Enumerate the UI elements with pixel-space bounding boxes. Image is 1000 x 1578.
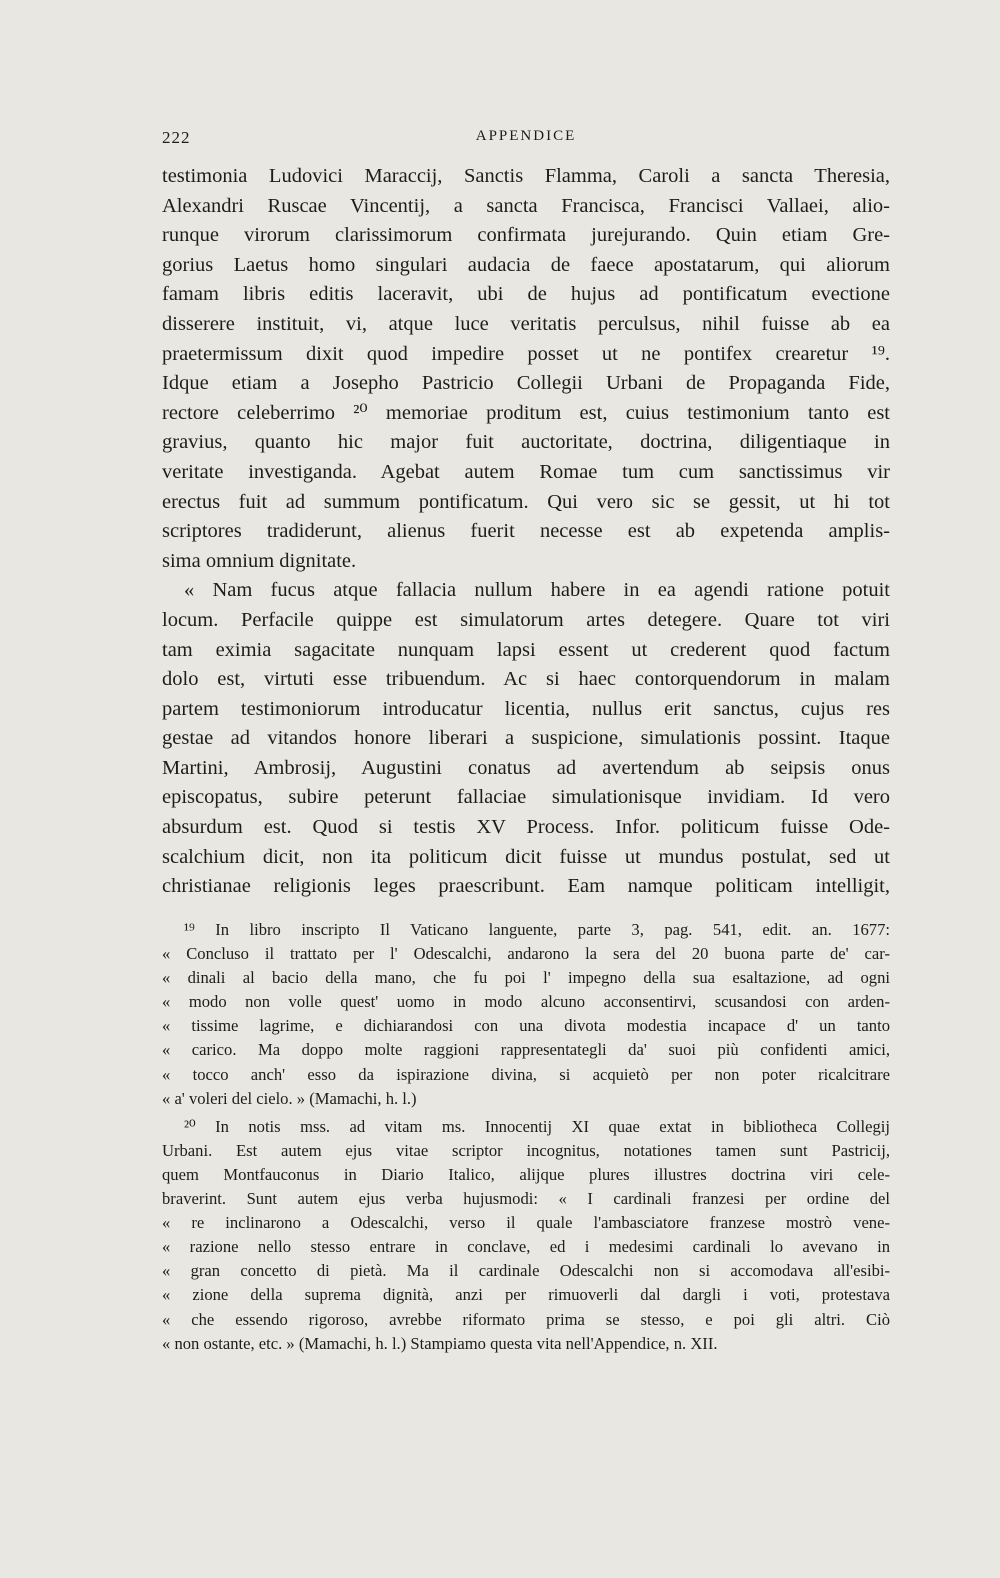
- text-line: gestae ad vitandos honore liberari a suspicione, simulationis possint. Itaque: [162, 727, 890, 750]
- text-line: absurdum est. Quod si testis XV Process. Infor. politicum fuisse Ode-: [162, 816, 890, 839]
- text-line: praetermissum dixit quod impedire posset ut ne pontifex crearetur ¹⁹.: [162, 342, 890, 365]
- running-title: APPENDICE: [475, 128, 577, 144]
- footnote-line: « a' voleri del cielo. » (Mamachi, h. l.): [162, 1088, 417, 1108]
- text-line: famam libris editis laceravit, ubi de hujus ad pontificatum evectione: [162, 283, 890, 306]
- text-line: partem testimoniorum introducatur licentia, nullus erit sanctus, cujus res: [162, 697, 890, 720]
- text-line: veritate investiganda. Agebat autem Romae tum cum sanctissimus vir: [162, 460, 890, 483]
- running-header: [162, 128, 890, 154]
- text-line: Martini, Ambrosij, Augustini conatus ad avertendum ab seipsis onus: [162, 756, 890, 779]
- text-line: rectore celeberrimo ²⁰ memoriae proditum est, cuius testimonium tanto est: [162, 401, 890, 424]
- footnote-line: « modo non volle quest' uomo in modo alcuno acconsentirvi, scusandosi con arden-: [162, 992, 890, 1012]
- text-line: tam eximia sagacitate nunquam lapsi essent ut crederent quod factum: [162, 638, 890, 661]
- footnote-line: « tocco anch' esso da ispirazione divina, si acquietò per non poter ricalcitrare: [162, 1064, 890, 1084]
- text-line: Idque etiam a Josepho Pastricio Collegii Urbani de Propaganda Fide,: [162, 372, 890, 395]
- text-line: gorius Laetus homo singulari audacia de faece apostatarum, qui aliorum: [162, 253, 890, 276]
- text-line: scalchium dicit, non ita politicum dicit fuisse ut mundus postulat, sed ut: [162, 845, 890, 868]
- text-line: scriptores tradiderunt, alienus fuerit necesse est ab expetenda amplis-: [162, 520, 890, 543]
- text-line: gravius, quanto hic major fuit auctoritate, doctrina, diligentiaque in: [162, 431, 890, 454]
- footnote-line: « Concluso il trattato per l' Odescalchi, andarono la sera del 20 buona parte de' car-: [162, 944, 890, 964]
- footnote-line: « che essendo rigoroso, avrebbe riformato prima se stesso, e poi gli altri. Ciò: [162, 1309, 890, 1329]
- text-line: « Nam fucus atque fallacia nullum habere in ea agendi ratione potuit: [184, 579, 890, 602]
- footnotes: [162, 918, 890, 1356]
- footnote-line: « razione nello stesso entrare in conclave, ed i medesimi cardinali lo avevano in: [162, 1237, 890, 1257]
- text-line: sima omnium dignitate.: [162, 549, 357, 572]
- text-line: runque virorum clarissimorum confirmata jurejurando. Quin etiam Gre-: [162, 224, 890, 247]
- footnote-line: « gran concetto di pietà. Ma il cardinale Odescalchi non si accomodava all'esibi-: [162, 1261, 890, 1281]
- footnote-line: « zione della suprema dignità, anzi per rimuoverli dal dargli i voti, protestava: [162, 1285, 890, 1305]
- footnote-line: « dinali al bacio della mano, che fu poi l' impegno della sua esaltazione, ad ogni: [162, 968, 890, 988]
- text-line: christianae religionis leges praescribunt. Eam namque politicam intelligit,: [162, 875, 890, 898]
- footnote-line: ²⁰ In notis mss. ad vitam ms. Innocentij XI quae extat in bibliotheca Collegij: [184, 1116, 890, 1136]
- text-line: episcopatus, subire peterunt fallaciae simulationisque invidiam. Id vero: [162, 786, 890, 809]
- footnote-line: « carico. Ma doppo molte raggioni rappresentategli da' suoi più confidenti amici,: [162, 1040, 890, 1060]
- footnote-line: ¹⁹ In libro inscripto Il Vaticano languente, parte 3, pag. 541, edit. an. 1677:: [184, 920, 890, 939]
- footnote-line: « tissime lagrime, e dichiarandosi con una divota modestia incapace d' un tanto: [162, 1016, 890, 1036]
- footnote-line: quem Montfauconus in Diario Italico, alijque plures illustres doctrina viri cele-: [162, 1164, 890, 1184]
- text-line: disserere instituit, vi, atque luce veritatis perculsus, nihil fuisse ab ea: [162, 312, 890, 335]
- footnote-line: « non ostante, etc. » (Mamachi, h. l.) Stampiamo questa vita nell'Appendice, n. XII.: [162, 1333, 718, 1353]
- text-line: locum. Perfacile quippe est simulatorum artes detegere. Quare tot viri: [162, 608, 890, 631]
- footnote-line: Urbani. Est autem ejus vitae scriptor incognitus, notationes tamen sunt Pastricij,: [162, 1140, 890, 1160]
- text-line: erectus fuit ad summum pontificatum. Qui vero sic se gessit, ut hi tot: [162, 490, 890, 513]
- footnote-line: « re inclinarono a Odescalchi, verso il quale l'ambasciatore franzese mostrò vene-: [162, 1213, 890, 1233]
- text-line: dolo est, virtuti esse tribuendum. Ac si haec contorquendorum in malam: [162, 668, 890, 691]
- text-line: testimonia Ludovici Maraccij, Sanctis Flamma, Caroli a sancta Theresia,: [162, 165, 890, 187]
- main-text: [162, 162, 890, 902]
- text-line: Alexandri Ruscae Vincentij, a sancta Francisca, Francisci Vallaei, alio-: [162, 194, 890, 217]
- page-number: 222: [162, 128, 191, 147]
- footnote-line: braverint. Sunt autem ejus verba hujusmodi: « I cardinali franzesi per ordine del: [162, 1189, 890, 1209]
